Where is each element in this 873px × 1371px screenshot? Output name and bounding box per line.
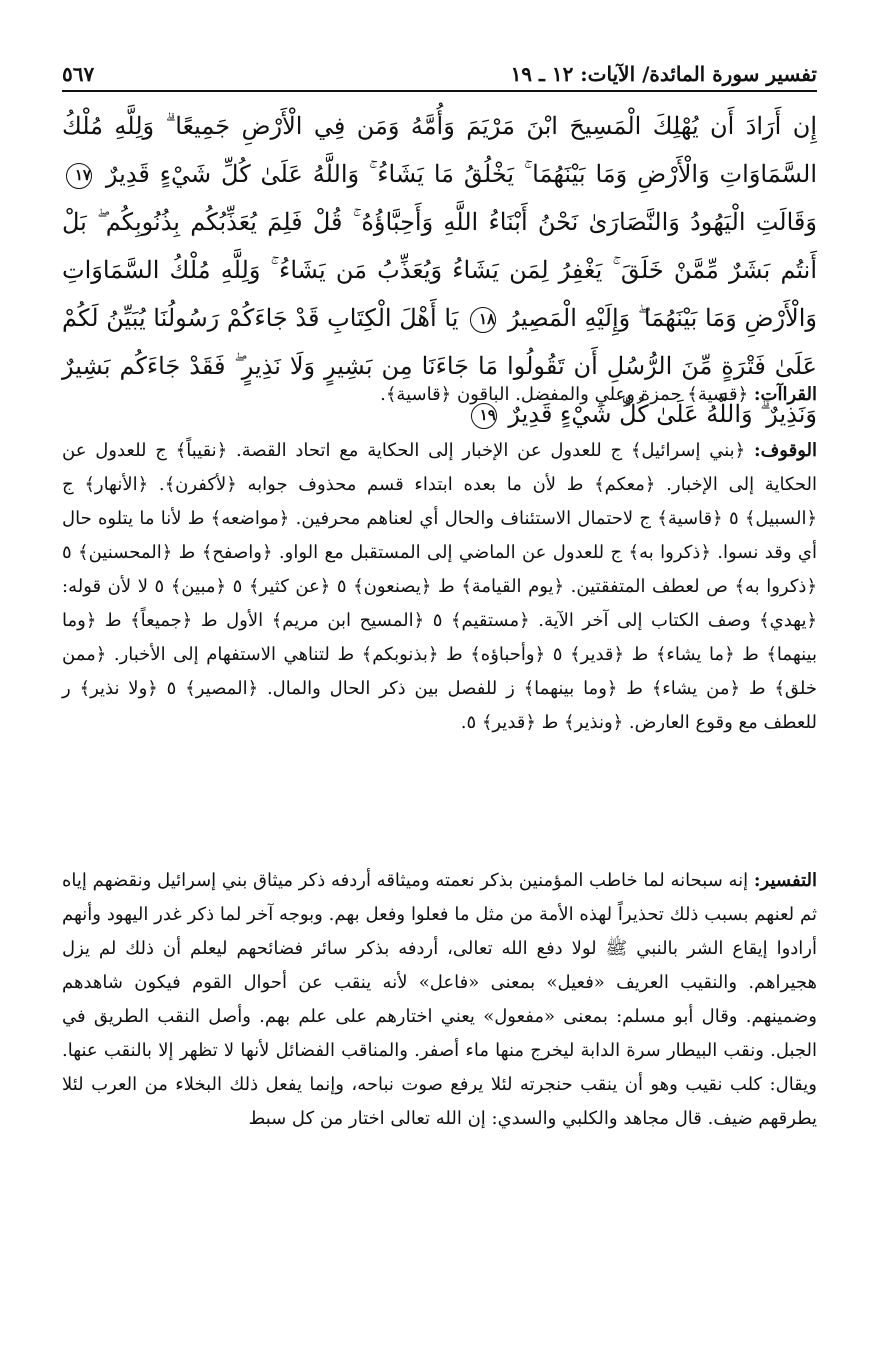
verse-text: وَقَالَتِ الْيَهُودُ وَالنَّصَارَىٰ نَحْنُ أَبْنَاءُ اللَّهِ وَأَحِبَّاؤُهُ ۚ قُلْ فَلِمَ يُعَذِّبُكُم بِذُنُوبِكُم ۖ بَلْ أَنتُم بَشَرٌ مِّمَّنْ خَلَقَ ۚ يَغْفِرُ لِمَن يَشَاءُ وَيُعَذِّبُ مَن يَشَاءُ ۚ وَلِلَّهِ مُلْكُ السَّمَاوَاتِ وَالْأَرْضِ وَمَا بَيْنَهُمَا ۖ وَإِلَيْهِ الْمَصِيرُ <box>62 208 817 332</box>
tafsir-text: إنه سبحانه لما خاطب المؤمنين بذكر نعمته وميثاقه أردفه ذكر ميثاق بني إسرائيل ونقضهم إياه ثم لعنهم بسبب ذلك تحذيراً لهذه الأمة من مثل ما فعلوا وفعل بهم. وبوجه آخر لما ذكر غدر اليهود وأنهم أرادوا إيقاع الشر بالنبي ﷺ لولا دفع الله تعالى، أردفه بذكر سائر فضائحهم ليعلم أن ذلك لم يزل هجيراهم. والنقيب العريف «فعيل» بمعنى «فاعل» لأنه ينقب عن أحوال القوم فيكون شاهدهم وضمينهم. وقال أبو مسلم: بمعنى «مفعول» يعني اختارهم على علم بهم. وأصل النقب الطريق في الجبل. ونقب البيطار سرة الدابة ليخرج منها ماء أصفر. والمناقب الفضائل لأنها لا تظهر إلا بالنقب عنها. ويقال: كلب نقيب وهو أن ينقب حنجرته لئلا يرفع صوت نباحه، وإنما يفعل ذلك البخلاء من العرب لئلا يطرقهم ضيف. قال مجاهد والكلبي والسدي: إن الله تعالى اختار من كل سبط <box>62 870 817 1129</box>
page-number: ٥٦٧ <box>62 62 95 86</box>
ayah-number-marker: ١٩ <box>471 403 497 429</box>
tafsir-section <box>62 864 817 1238</box>
waqf-text: ﴿بني إسرائيل﴾ ج للعدول عن الإخبار إلى الحكاية مع اتحاد القصة. ﴿نقيباً﴾ ج للعدول عن الحكاية إلى الإخبار. ﴿معكم﴾ ط لأن ما بعده ابتداء قسم محذوف جوابه ﴿لأكفرن﴾. ﴿الأنهار﴾ ج ﴿السبيل﴾ ٥ ﴿قاسية﴾ ج لاحتمال الاستئناف والحال أي لعناهم محرفين. ﴿مواضعه﴾ ط لأنا ما يتلوه حال أي وقد نسوا. ﴿ذكروا به﴾ ج للعدول عن الماضي إلى المستقبل مع الواو. ﴿واصفح﴾ ط ﴿المحسنين﴾ ٥ ﴿ذكروا به﴾ ص لعطف المتفقتين. ﴿يوم القيامة﴾ ط ﴿يصنعون﴾ ٥ ﴿عن كثير﴾ ٥ ﴿مبين﴾ ٥ لا لأن قوله: ﴿يهدي﴾ وصف الكتاب إلى آخر الآية. ﴿مستقيم﴾ ٥ ﴿المسيح ابن مريم﴾ الأول ط ﴿جميعاً﴾ ط ﴿وما بينهما﴾ ط ﴿ما يشاء﴾ ط ﴿قدير﴾ ٥ ﴿وأحباؤه﴾ ط ﴿بذنوبكم﴾ ط لتناهي الاستفهام إلى الأخبار. ﴿ممن خلق﴾ ط ﴿من يشاء﴾ ط ﴿وما بينهما﴾ ز للفصل بين ذكر الحال والمال. ﴿المصير﴾ ٥ ﴿ولا نذير﴾ ر للعطف مع وقوع العارض. ﴿ونذير﴾ ط ﴿قدير﴾ ٥. <box>62 440 818 733</box>
readings-text: ﴿قسية﴾ حمزة وعلي والمفضل. الباقون ﴿قاسية﴾. <box>380 384 749 405</box>
header-rule <box>62 90 817 92</box>
readings-label: القراآت: <box>753 384 817 405</box>
page-header <box>62 58 817 86</box>
page <box>62 58 817 1238</box>
waqf-section <box>62 434 817 842</box>
running-title: تفسير سورة المائدة/ الآيات: ١٢ ـ ١٩ <box>510 62 817 86</box>
verse-text: يَا أَهْلَ الْكِتَابِ قَدْ جَاءَكُمْ رَسُولُنَا يُبَيِّنُ لَكُمْ عَلَىٰ فَتْرَةٍ مِّنَ الرُّسُلِ أَن تَقُولُوا مَا جَاءَنَا مِن بَشِيرٍ وَلَا نَذِيرٍ ۖ فَقَدْ جَاءَكُم بَشِيرٌ وَنَذِيرٌ ۗ وَاللَّهُ عَلَىٰ كُلِّ شَيْءٍ قَدِيرٌ <box>62 304 817 428</box>
ayah-number-marker: ١٨ <box>470 307 496 333</box>
waqf-label: الوقوف: <box>753 440 817 461</box>
tafsir-label: التفسير: <box>753 870 817 891</box>
verse-text: إِن أَرَادَ أَن يُهْلِكَ الْمَسِيحَ ابْنَ مَرْيَمَ وَأُمَّهُ وَمَن فِي الْأَرْضِ جَمِيعًا ۗ وَلِلَّهِ مُلْكُ السَّمَاوَاتِ وَالْأَرْضِ وَمَا بَيْنَهُمَا ۚ يَخْلُقُ مَا يَشَاءُ ۚ وَاللَّهُ عَلَىٰ كُلِّ شَيْءٍ قَدِيرٌ <box>62 112 817 188</box>
ayah-number-marker: ١٧ <box>66 163 92 189</box>
